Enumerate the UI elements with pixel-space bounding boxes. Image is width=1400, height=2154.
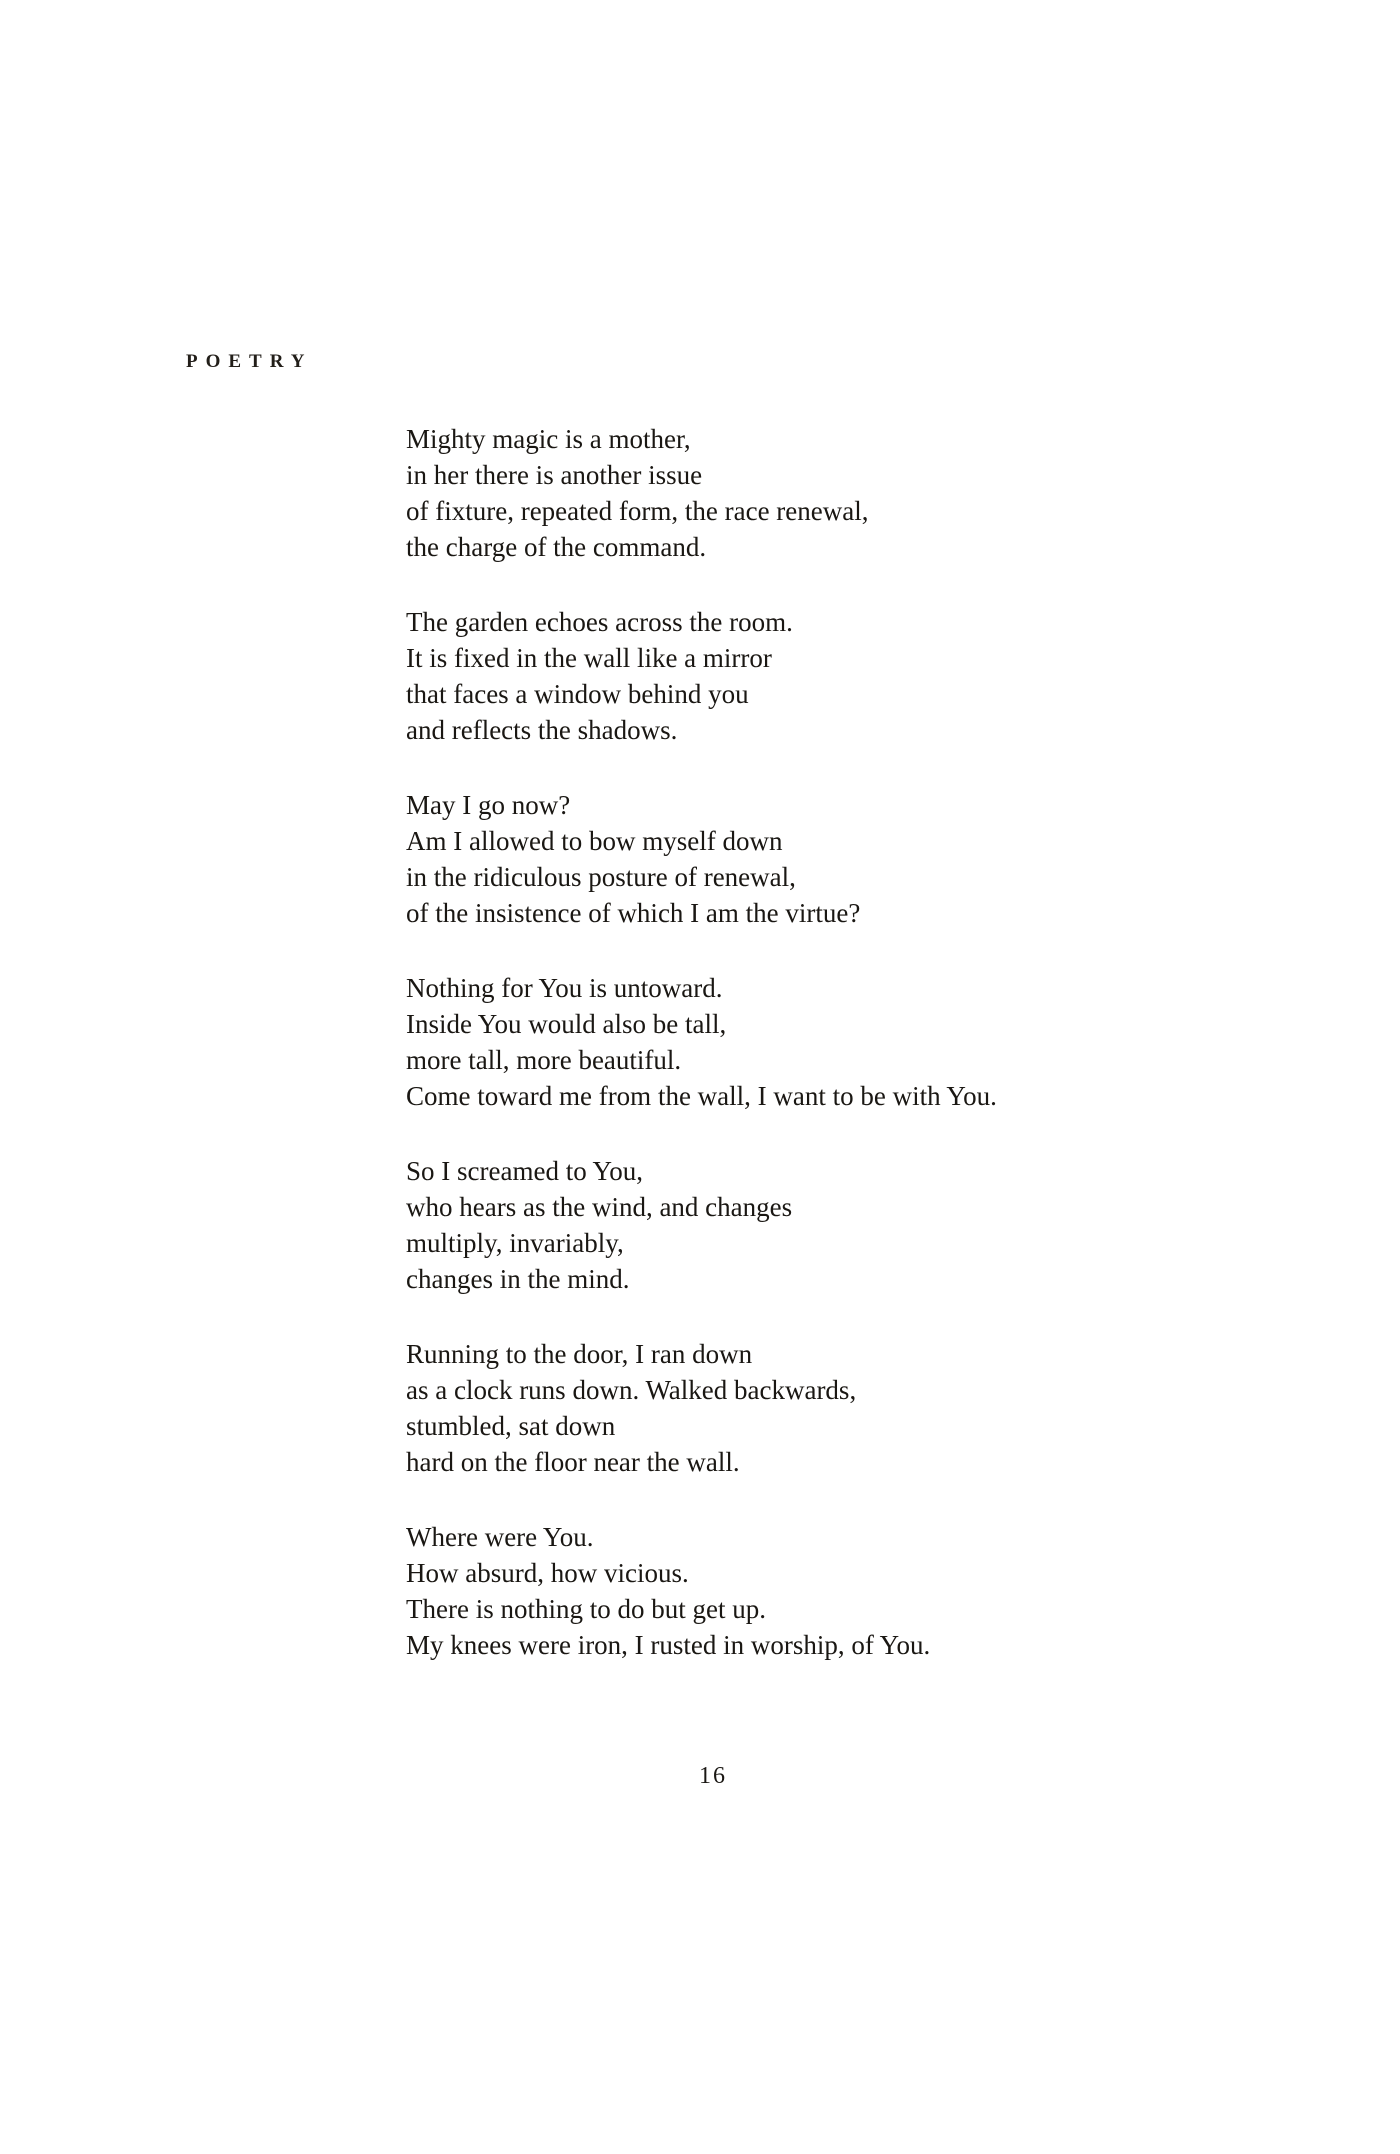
poem-line: changes in the mind. (406, 1264, 630, 1294)
poem-line: Inside You would also be tall, (406, 1009, 727, 1039)
poem-line: multiply, invariably, (406, 1228, 624, 1258)
stanza (406, 604, 997, 748)
poem-line: who hears as the wind, and changes (406, 1192, 793, 1222)
stanza (406, 787, 997, 931)
poem-line: Come toward me from the wall, I want to be with You. (406, 1081, 997, 1111)
poem-line: of fixture, repeated form, the race renewal, (406, 496, 869, 526)
poem-line: Running to the door, I ran down (406, 1339, 753, 1369)
poem-line: It is fixed in the wall like a mirror (406, 643, 772, 673)
poem-line: The garden echoes across the room. (406, 607, 793, 637)
poem-line: more tall, more beautiful. (406, 1045, 682, 1075)
poem-line: in her there is another issue (406, 460, 703, 490)
stanza (406, 1336, 997, 1480)
poem-line: stumbled, sat down (406, 1411, 616, 1441)
page-number: 16 (699, 1763, 727, 1789)
stanza (406, 1519, 997, 1663)
poem-line: hard on the floor near the wall. (406, 1447, 740, 1477)
poem-line: Nothing for You is untoward. (406, 973, 723, 1003)
poem-line: How absurd, how vicious. (406, 1558, 689, 1588)
poem-line: and reflects the shadows. (406, 715, 678, 745)
poem-line: May I go now? (406, 790, 571, 820)
poem-line: There is nothing to do but get up. (406, 1594, 766, 1624)
stanza (406, 1153, 997, 1297)
poem-line: that faces a window behind you (406, 679, 749, 709)
poem-line: So I screamed to You, (406, 1156, 643, 1186)
running-head: POETRY (186, 351, 313, 372)
poem (406, 421, 997, 1702)
stanza (406, 421, 997, 565)
poem-line: in the ridiculous posture of renewal, (406, 862, 796, 892)
poem-line: Where were You. (406, 1522, 594, 1552)
poem-line: of the insistence of which I am the virtue? (406, 898, 861, 928)
poem-line: as a clock runs down. Walked backwards, (406, 1375, 857, 1405)
poem-line: My knees were iron, I rusted in worship, of You. (406, 1630, 931, 1660)
poem-line: Am I allowed to bow myself down (406, 826, 783, 856)
poem-line: the charge of the command. (406, 532, 707, 562)
poem-line: Mighty magic is a mother, (406, 424, 691, 454)
stanza (406, 970, 997, 1114)
